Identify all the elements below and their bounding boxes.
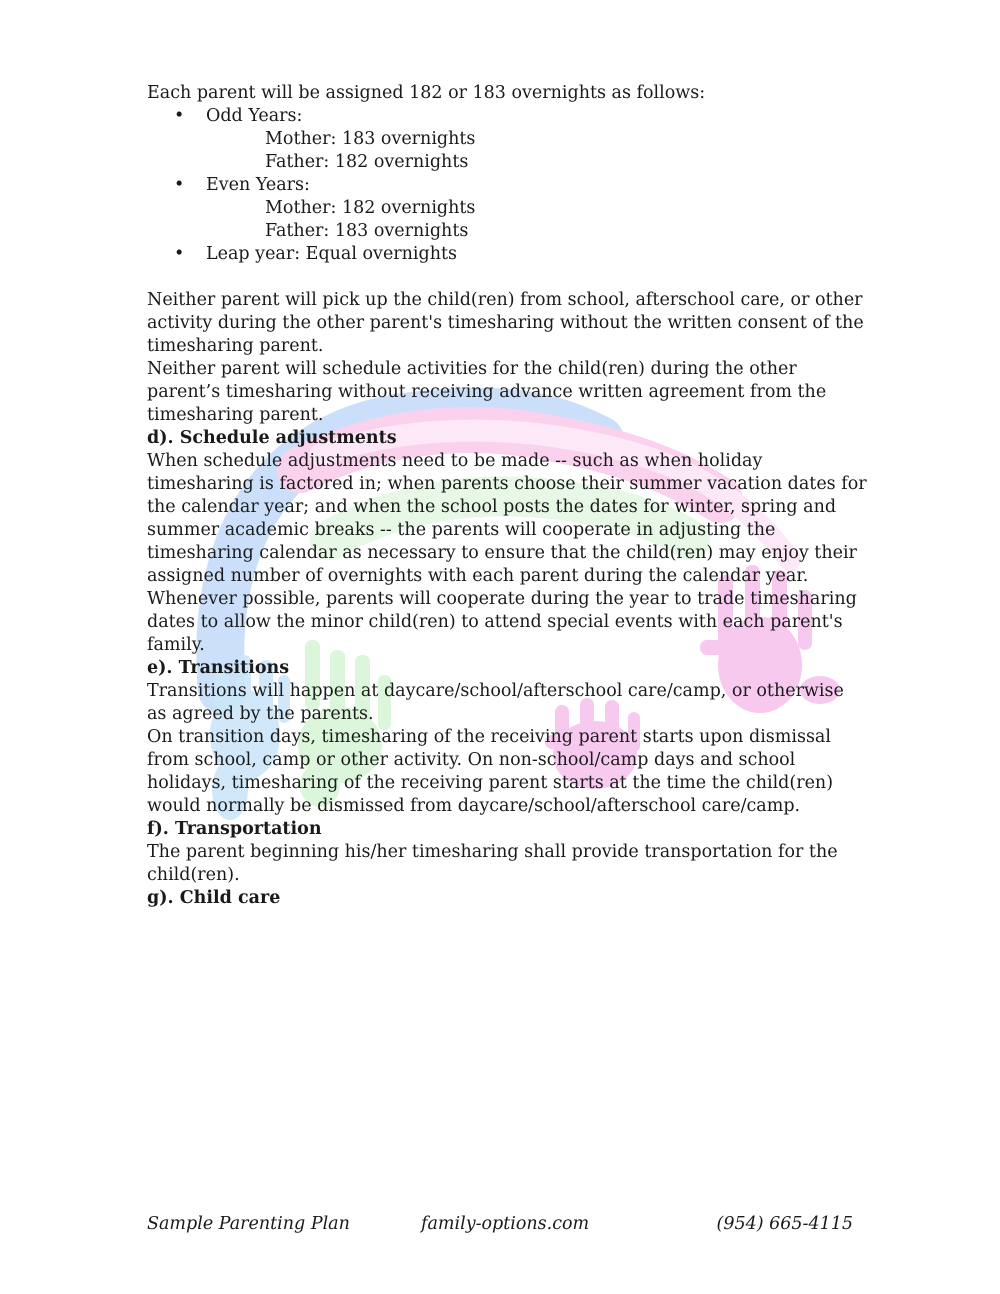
- pickup-paragraph: Neither parent will pick up the child(ren) from school, afterschool care, or other activity during the other parent's timesharing without the written consent of the timesharing parent.: [147, 290, 864, 356]
- schedule-adjustments-paragraph: When schedule adjustments need to be made -- such as when holiday timesharing is factored in; when parents choose their summer vacation dates for the calendar year; and when the school posts the dates for winter, spring and summer academic breaks -- the parents will cooperate in adjusting the timesharing calendar as necessary to ensure that the child(ren) may enjoy their assigned number of overnights with each parent during the calendar year.: [147, 451, 867, 586]
- sub-item: Father: 183 overnights: [265, 221, 469, 241]
- overnight-assignment-list: [147, 105, 867, 266]
- bullet-icon: •: [174, 175, 185, 195]
- footer-title: Sample Parenting Plan: [147, 1214, 350, 1234]
- bullet-icon: •: [174, 106, 185, 126]
- list-item-odd-years: [147, 105, 867, 174]
- section-heading-child-care: g). Child care: [147, 888, 281, 908]
- list-item-label: Even Years:: [206, 175, 310, 195]
- bullet-icon: •: [174, 244, 185, 264]
- list-item-label: Leap year: Equal overnights: [206, 244, 458, 264]
- section-heading-transportation: f). Transportation: [147, 819, 322, 839]
- trade-dates-paragraph: Whenever possible, parents will cooperate during the year to trade timesharing dates to allow the minor child(ren) to attend special events with each parent's family.: [147, 589, 857, 655]
- transportation-paragraph: The parent beginning his/her timesharing shall provide transportation for the child(ren).: [147, 842, 838, 885]
- section-heading-schedule-adjustments: d). Schedule adjustments: [147, 428, 397, 448]
- transition-days-paragraph: On transition days, timesharing of the receiving parent starts upon dismissal from school, camp or other activity. On non-school/camp days and school holidays, timesharing of the receiving parent starts at the time the child(ren) would normally be dismissed from daycare/school/afterschool care/camp.: [147, 727, 834, 816]
- list-item-label: Odd Years:: [206, 106, 303, 126]
- footer-website: family-options.com: [421, 1214, 590, 1234]
- sub-item: Father: 182 overnights: [265, 152, 469, 172]
- transitions-paragraph: Transitions will happen at daycare/school/afterschool care/camp, or otherwise as agreed by the parents.: [147, 681, 844, 724]
- list-item-even-years: [147, 174, 867, 243]
- list-item-leap-year: [147, 243, 867, 266]
- section-heading-transitions: e). Transitions: [147, 658, 290, 678]
- assignment-intro: Each parent will be assigned 182 or 183 overnights as follows:: [147, 83, 706, 103]
- sub-item: Mother: 182 overnights: [265, 198, 476, 218]
- sub-item: Mother: 183 overnights: [265, 129, 476, 149]
- document-body: [147, 82, 867, 910]
- activities-paragraph: Neither parent will schedule activities for the child(ren) during the other parent’s timesharing without receiving advance written agreement from the timesharing parent.: [147, 359, 827, 425]
- footer-phone: (954) 665-4115: [716, 1214, 853, 1234]
